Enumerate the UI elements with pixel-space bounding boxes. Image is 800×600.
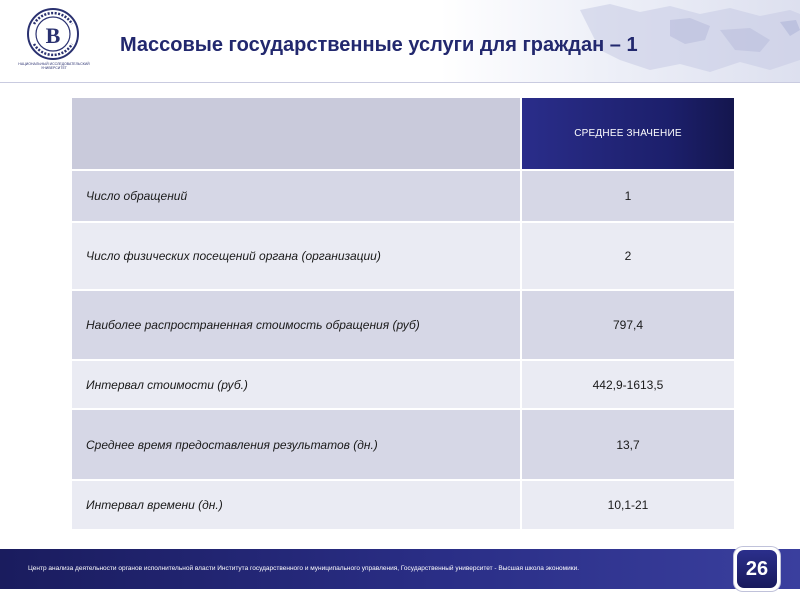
row-value: 10,1-21 xyxy=(521,480,734,530)
page-number: 26 xyxy=(737,550,777,588)
table-header-corner xyxy=(72,98,521,170)
row-label: Интервал стоимости (руб.) xyxy=(72,360,521,409)
table-row xyxy=(72,360,734,409)
data-table xyxy=(72,98,734,531)
table-row xyxy=(72,409,734,480)
row-value: 13,7 xyxy=(521,409,734,480)
page-title: Массовые государственные услуги для граждан – 1 xyxy=(120,34,638,56)
row-value: 797,4 xyxy=(521,290,734,360)
footer-text: Центр анализа деятельности органов исполнительной власти Института государственного и муниципального управления, Государственный университет - Высшая школа экономики. xyxy=(28,565,580,572)
table-row xyxy=(72,290,734,360)
row-label: Среднее время предоставления результатов (дн.) xyxy=(72,409,521,480)
header-divider xyxy=(0,82,800,83)
page-number-badge xyxy=(734,547,780,591)
row-label: Число обращений xyxy=(72,170,521,222)
column-header-average: СРЕДНЕЕ ЗНАЧЕНИЕ xyxy=(521,98,734,170)
row-value: 2 xyxy=(521,222,734,290)
row-label: Наиболее распространенная стоимость обращения (руб) xyxy=(72,290,521,360)
table-row xyxy=(72,170,734,222)
data-table-container xyxy=(72,98,734,531)
row-label: Число физических посещений органа (организации) xyxy=(72,222,521,290)
row-value: 442,9-1613,5 xyxy=(521,360,734,409)
row-label: Интервал времени (дн.) xyxy=(72,480,521,530)
row-value: 1 xyxy=(521,170,734,222)
table-row xyxy=(72,480,734,530)
table-row xyxy=(72,222,734,290)
table-header-row xyxy=(72,98,734,170)
svg-text:В: В xyxy=(45,23,61,48)
logo-caption: НАЦИОНАЛЬНЫЙ ИССЛЕДОВАТЕЛЬСКИЙ УНИВЕРСИТЕТ xyxy=(18,62,90,70)
footer-bar xyxy=(0,549,800,589)
